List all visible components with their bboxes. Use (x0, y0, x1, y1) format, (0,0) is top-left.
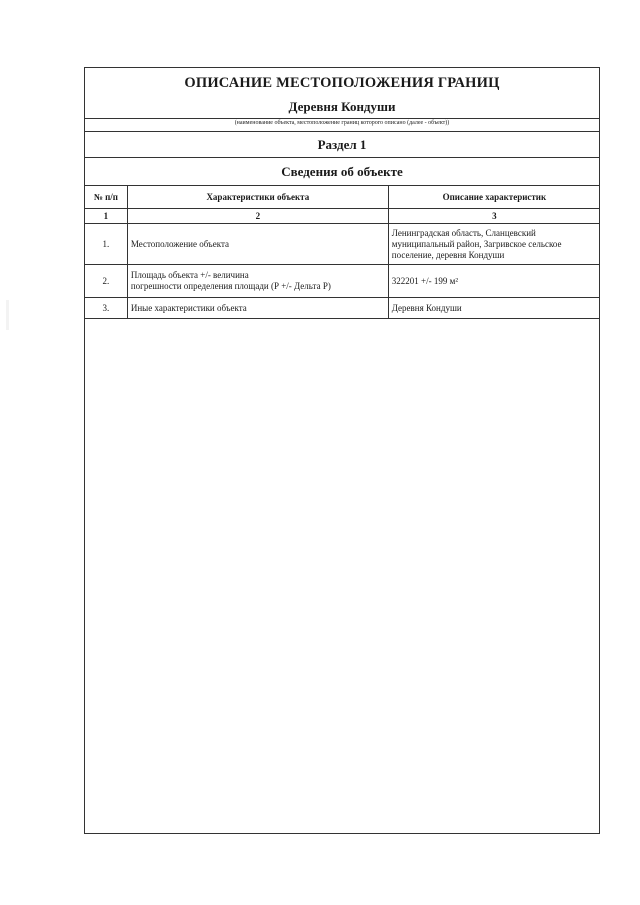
characteristics-table (85, 186, 600, 319)
title-block (85, 68, 599, 119)
table-row (85, 265, 600, 298)
row-characteristic: Иные характеристики объекта (127, 298, 388, 319)
characteristic-line: Площадь объекта +/- величина (130, 270, 249, 280)
row-description: Деревня Кондуши (388, 298, 600, 319)
section-subtitle: Сведения об объекте (281, 164, 403, 179)
table-row (85, 224, 600, 265)
col-number-2: 2 (127, 209, 388, 224)
table-row (85, 298, 600, 319)
row-num: 2. (85, 265, 127, 298)
scan-artifact (6, 300, 9, 330)
row-description: 322201 +/- 199 м² (388, 265, 600, 298)
row-num: 1. (85, 224, 127, 265)
col-number-1: 1 (85, 209, 127, 224)
document-frame (84, 67, 600, 834)
row-description (388, 224, 600, 265)
characteristic-line: погрешности определения площади (Р +/- Дельта Р) (130, 281, 331, 291)
header-num: № п/п (85, 186, 127, 209)
col-number-3: 3 (388, 209, 600, 224)
subtitle-row (85, 158, 599, 186)
row-characteristic (127, 265, 388, 298)
description-line: муниципальный район, Загривское сельское (391, 238, 562, 249)
table-header-row (85, 186, 600, 209)
object-name: Деревня Кондуши (288, 99, 396, 114)
section-title: Раздел 1 (317, 137, 367, 152)
row-num: 3. (85, 298, 127, 319)
description-line: поселение, деревня Кондуши (391, 249, 505, 260)
description-line: Ленинградская область, Сланцевский (391, 227, 536, 238)
header-description: Описание характеристик (388, 186, 600, 209)
header-characteristic: Характеристики объекта (127, 186, 388, 209)
document-title: ОПИСАНИЕ МЕСТОПОЛОЖЕНИЯ ГРАНИЦ (184, 75, 500, 91)
column-number-row (85, 209, 600, 224)
row-characteristic: Местоположение объекта (127, 224, 388, 265)
object-name-hint-row (85, 119, 599, 132)
section-row (85, 132, 599, 158)
object-name-hint: (наименование объекта, местоположение границ которого описано (далее - объект)) (234, 120, 450, 126)
